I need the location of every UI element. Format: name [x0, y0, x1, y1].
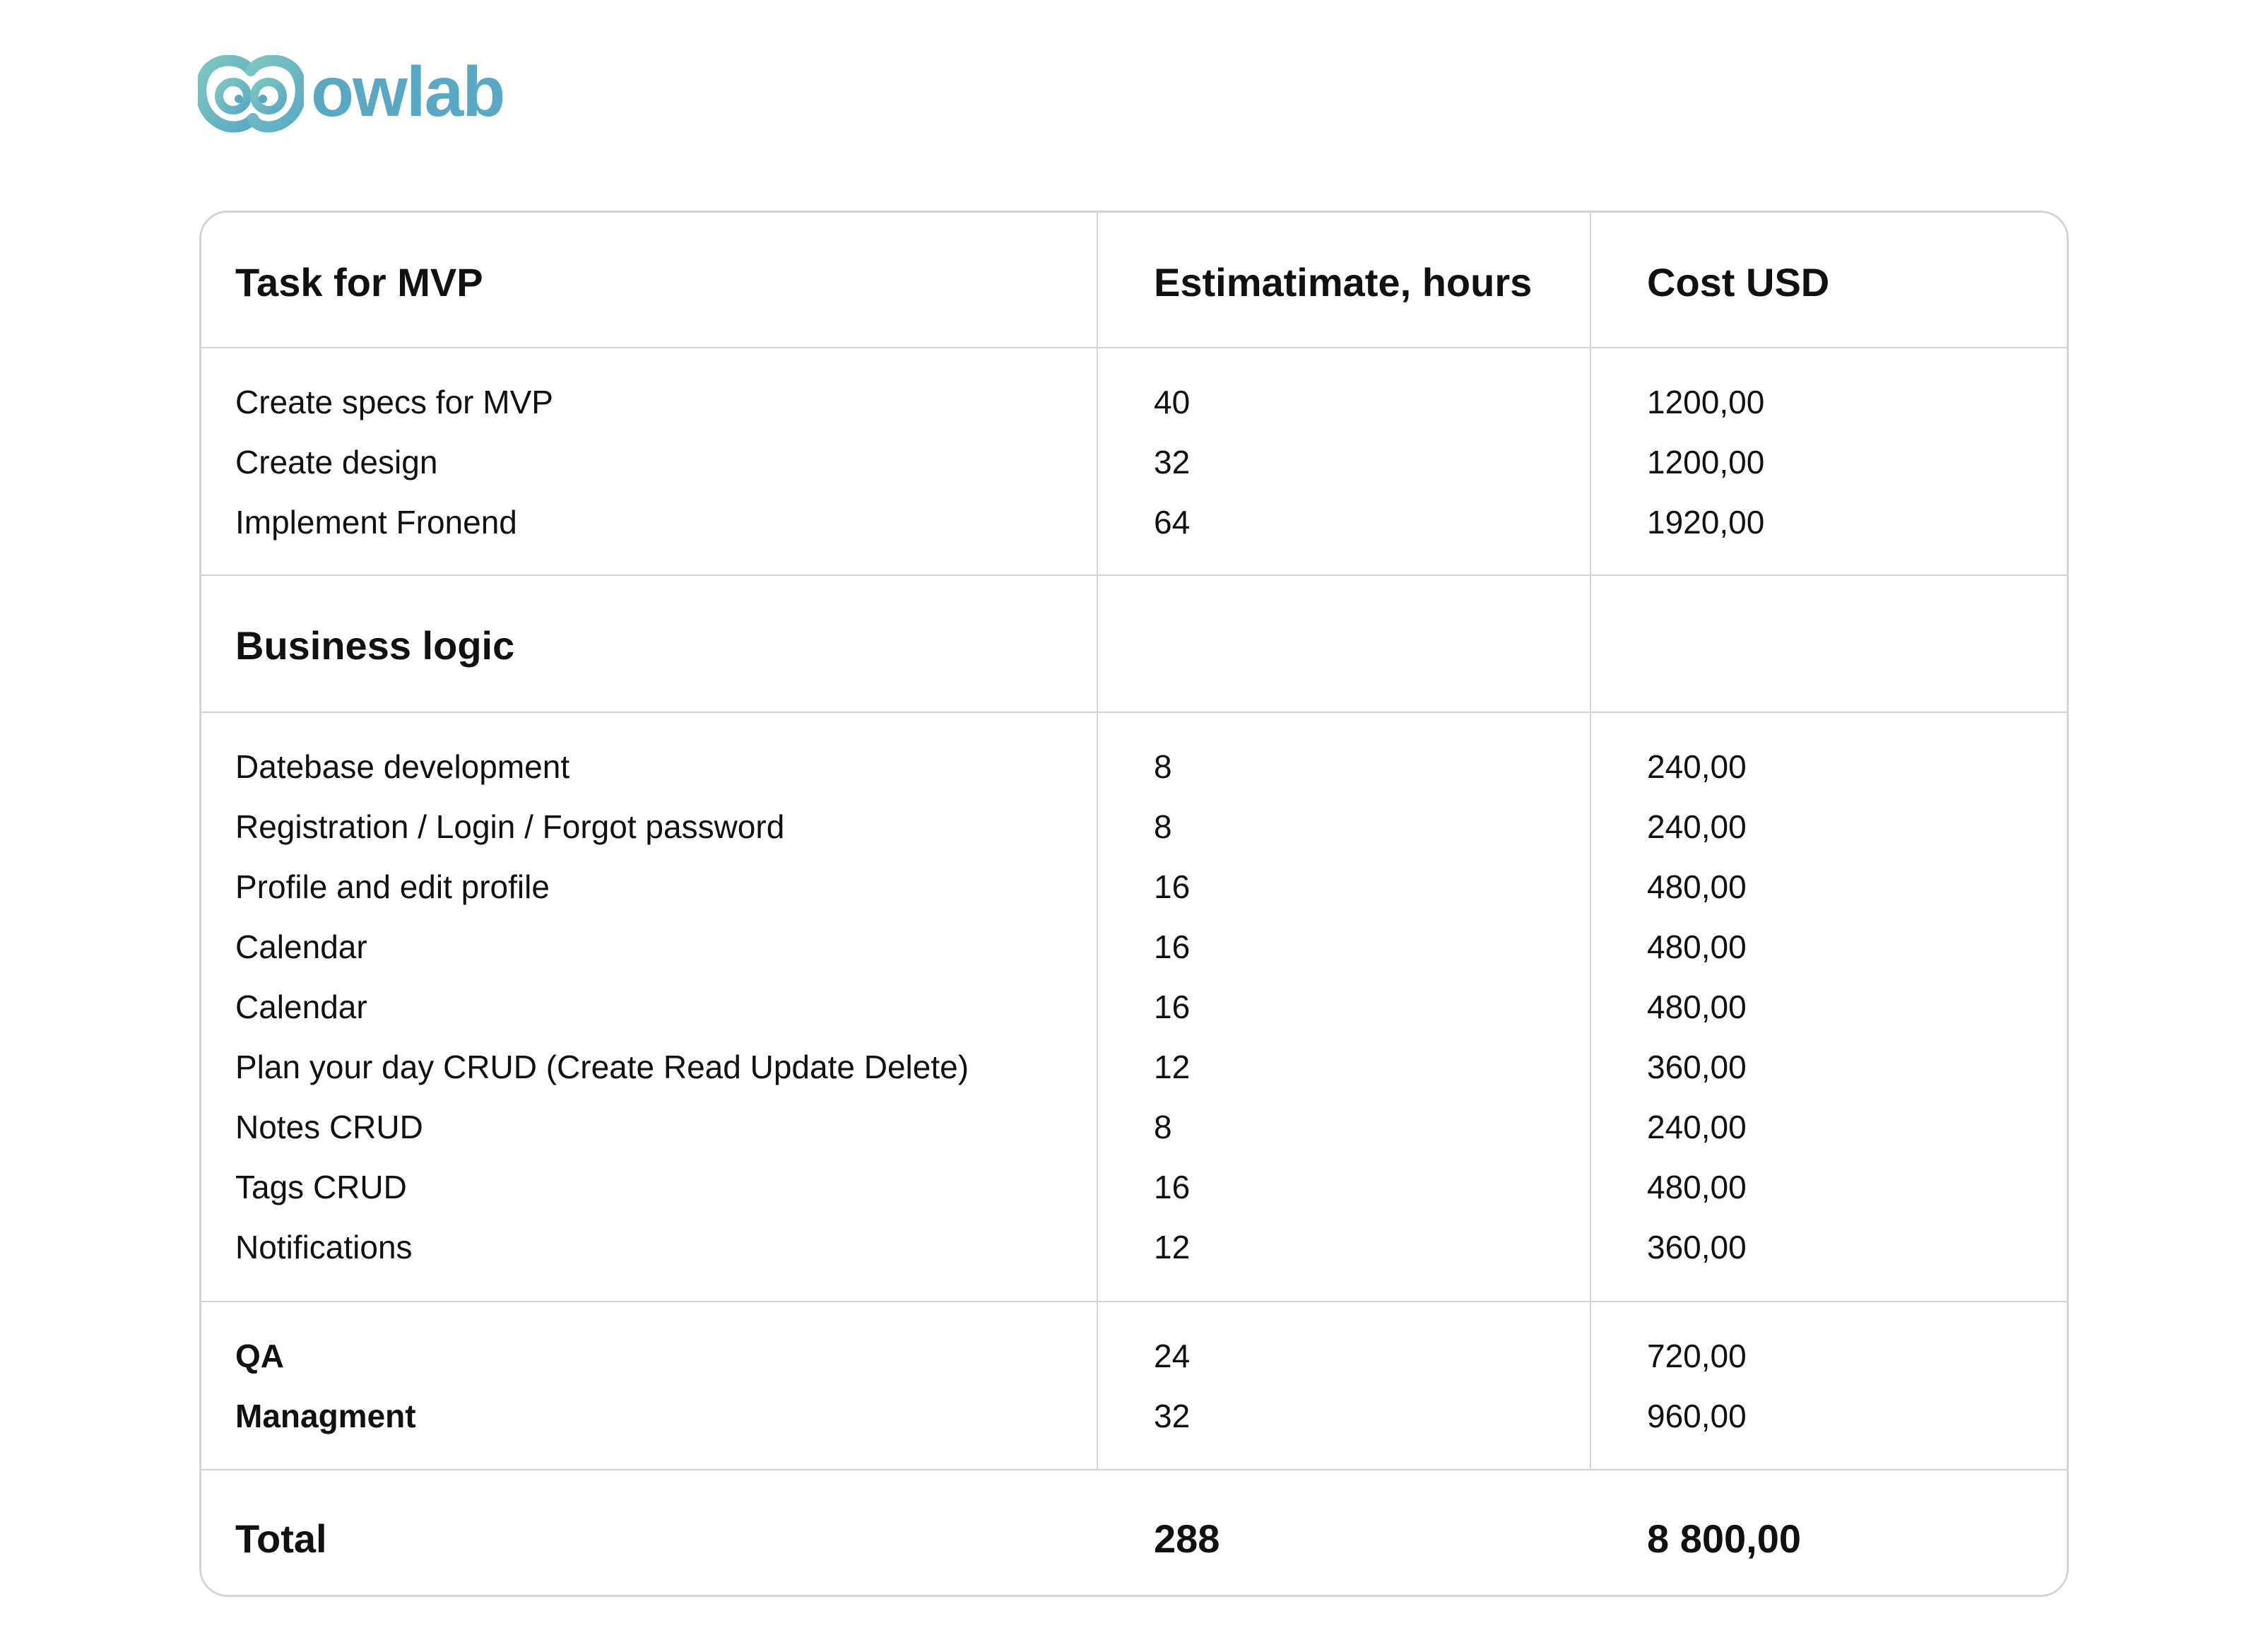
- table-row-hours: 16: [1154, 928, 1191, 965]
- owl-eyes-icon: [198, 55, 304, 133]
- total-hours: 288: [1154, 1516, 1220, 1561]
- table-row-hours: 32: [1154, 1398, 1191, 1434]
- section-title: Business logic: [235, 623, 515, 668]
- table-row-cost: 480,00: [1647, 989, 1747, 1025]
- table-row-task: Profile and edit profile: [235, 868, 550, 905]
- table-row-task: Implement Fronend: [235, 504, 517, 541]
- total-cost: 8 800,00: [1647, 1516, 1801, 1561]
- table-row-hours: 12: [1154, 1049, 1191, 1085]
- table-row-cost: 480,00: [1647, 1169, 1747, 1205]
- table-row-task: Notifications: [235, 1229, 413, 1265]
- table-group-business-logic: [201, 713, 2067, 1302]
- table-section-business-logic: [201, 576, 2067, 713]
- header-task: Task for MVP: [235, 260, 483, 305]
- estimate-table: [199, 211, 2069, 1597]
- table-row-cost: 360,00: [1647, 1229, 1747, 1265]
- table-row-cost: 1200,00: [1647, 444, 1765, 480]
- table-row-task: Registration / Login / Forgot password: [235, 808, 785, 845]
- table-row-task: Create design: [235, 444, 438, 480]
- table-row-cost: 480,00: [1647, 928, 1747, 965]
- table-row-cost: 480,00: [1647, 868, 1747, 905]
- header-cost: Cost USD: [1647, 260, 1830, 305]
- table-row-cost: 720,00: [1647, 1338, 1747, 1374]
- table-row-task: Plan your day CRUD (Create Read Update Delete): [235, 1049, 969, 1085]
- table-row-task: Calendar: [235, 989, 367, 1025]
- table-row-task: Notes CRUD: [235, 1109, 423, 1145]
- table-row-hours: 16: [1154, 868, 1191, 905]
- total-label: Total: [235, 1516, 327, 1561]
- table-row-hours: 12: [1154, 1229, 1191, 1265]
- table-row-cost: 1200,00: [1647, 384, 1765, 420]
- table-row-cost: 240,00: [1647, 748, 1747, 785]
- table-row-hours: 24: [1154, 1338, 1191, 1374]
- table-group-qa-management: [201, 1302, 2067, 1470]
- table-row-task: Tags CRUD: [235, 1169, 407, 1205]
- table-row-task: Datebase development: [235, 748, 570, 785]
- table-row-hours: 32: [1154, 444, 1191, 480]
- logo-wordmark: owlab: [311, 52, 504, 131]
- table-total-row: [201, 1470, 2067, 1597]
- company-logo: [198, 52, 504, 133]
- table-row-hours: 40: [1154, 384, 1191, 420]
- table-row-cost: 240,00: [1647, 1109, 1747, 1145]
- table-row-hours: 8: [1154, 808, 1172, 845]
- table-row-task: Calendar: [235, 928, 367, 965]
- table-row-cost: 240,00: [1647, 808, 1747, 845]
- table-group-design: [201, 348, 2067, 576]
- table-row-hours: 64: [1154, 504, 1191, 541]
- table-row-hours: 16: [1154, 989, 1191, 1025]
- table-row-cost: 360,00: [1647, 1049, 1747, 1085]
- table-row-hours: 16: [1154, 1169, 1191, 1205]
- table-row-cost: 960,00: [1647, 1398, 1747, 1434]
- table-row-task: Create specs for MVP: [235, 384, 553, 420]
- table-row-task: QA: [235, 1338, 284, 1374]
- table-row-task: Managment: [235, 1398, 416, 1434]
- table-row-cost: 1920,00: [1647, 504, 1765, 541]
- table-header-row: [201, 213, 2067, 348]
- table-row-hours: 8: [1154, 748, 1172, 785]
- table-row-hours: 8: [1154, 1109, 1172, 1145]
- header-estimate: Estimatimate, hours: [1154, 260, 1533, 305]
